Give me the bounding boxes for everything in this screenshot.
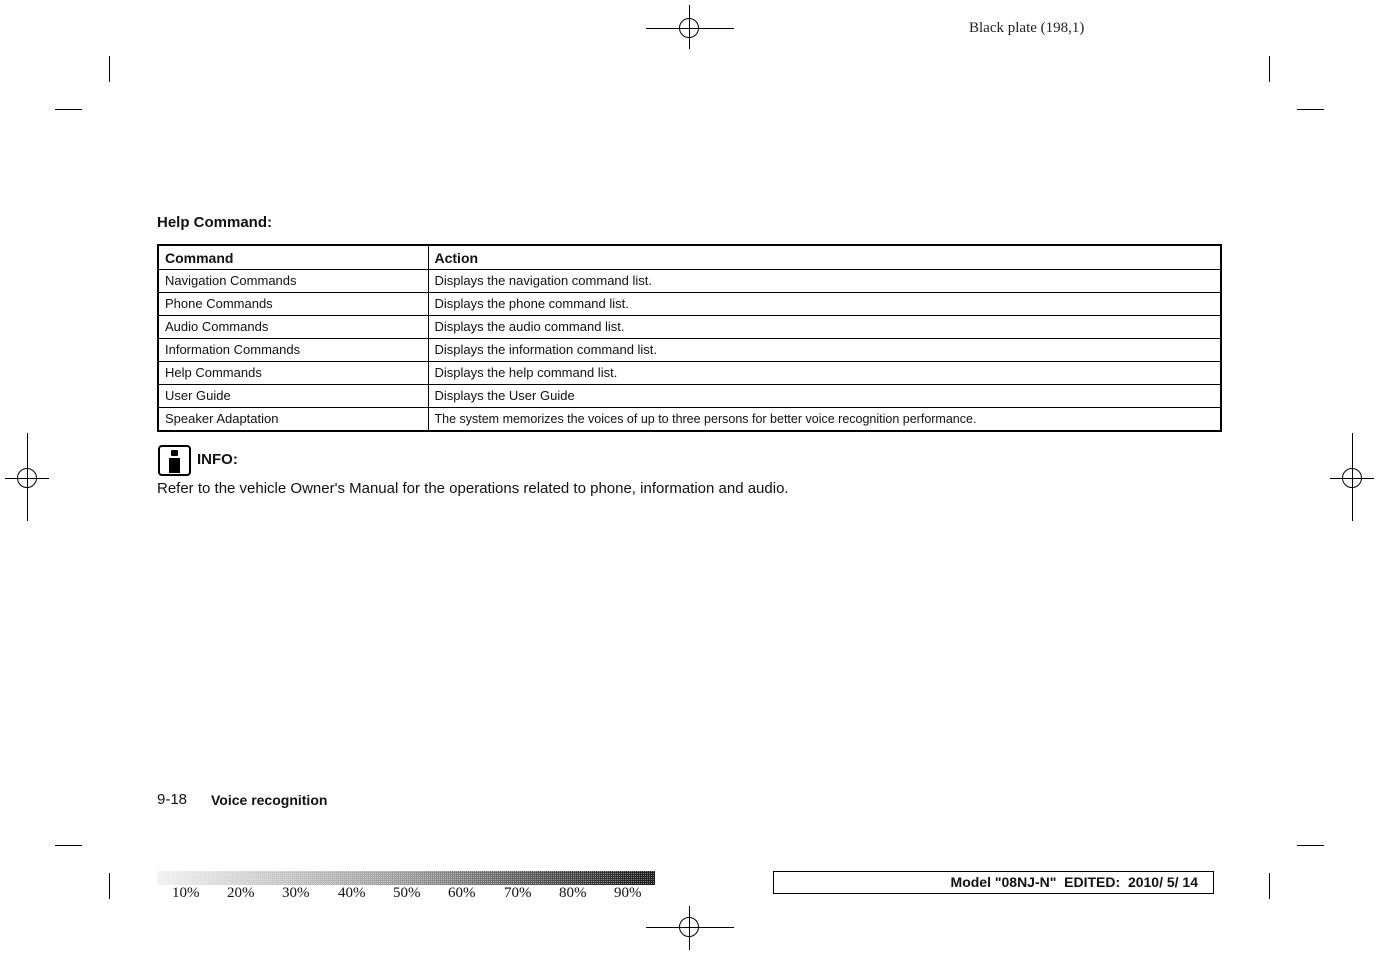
scale-label: 40% <box>338 885 366 901</box>
help-command-table <box>157 244 1222 432</box>
command-cell: Audio Commands <box>158 316 428 339</box>
command-cell: Speaker Adaptation <box>158 408 428 432</box>
halftone-scale-bar <box>157 871 655 885</box>
scale-label: 20% <box>227 885 255 901</box>
action-cell: Displays the help command list. <box>428 362 1221 385</box>
scale-label: 90% <box>614 885 642 901</box>
table-row <box>158 408 1221 432</box>
command-cell: User Guide <box>158 385 428 408</box>
scale-label: 80% <box>559 885 587 901</box>
footer-section-name: Voice recognition <box>211 792 328 808</box>
action-cell: Displays the information command list. <box>428 339 1221 362</box>
command-cell: Information Commands <box>158 339 428 362</box>
scale-label: 70% <box>504 885 532 901</box>
section-title: Help Command: <box>157 214 273 231</box>
info-icon <box>158 445 191 476</box>
plate-label: Black plate (198,1) <box>969 20 1085 36</box>
page-number: 9-18 <box>157 791 188 808</box>
scale-label: 50% <box>393 885 421 901</box>
action-cell: Displays the audio command list. <box>428 316 1221 339</box>
column-header-command: Command <box>158 245 428 270</box>
info-label: INFO: <box>197 451 238 468</box>
table-row <box>158 339 1221 362</box>
table-row <box>158 270 1221 293</box>
table-row <box>158 316 1221 339</box>
column-header-action: Action <box>428 245 1221 270</box>
action-cell: Displays the navigation command list. <box>428 270 1221 293</box>
scale-label: 10% <box>172 885 200 901</box>
action-cell: Displays the phone command list. <box>428 293 1221 316</box>
action-cell: Displays the User Guide <box>428 385 1221 408</box>
command-cell: Phone Commands <box>158 293 428 316</box>
table-header-row <box>158 245 1221 270</box>
table-row <box>158 385 1221 408</box>
action-cell: The system memorizes the voices of up to three persons for better voice recognition performance. <box>428 408 1221 432</box>
command-cell: Navigation Commands <box>158 270 428 293</box>
table-row <box>158 293 1221 316</box>
info-text: Refer to the vehicle Owner's Manual for the operations related to phone, information and audio. <box>157 480 789 497</box>
command-cell: Help Commands <box>158 362 428 385</box>
model-edited-label: Model "08NJ-N" EDITED: 2010/ 5/ 14 <box>773 871 1214 894</box>
table-row <box>158 362 1221 385</box>
scale-label: 60% <box>448 885 476 901</box>
scale-label: 30% <box>282 885 310 901</box>
